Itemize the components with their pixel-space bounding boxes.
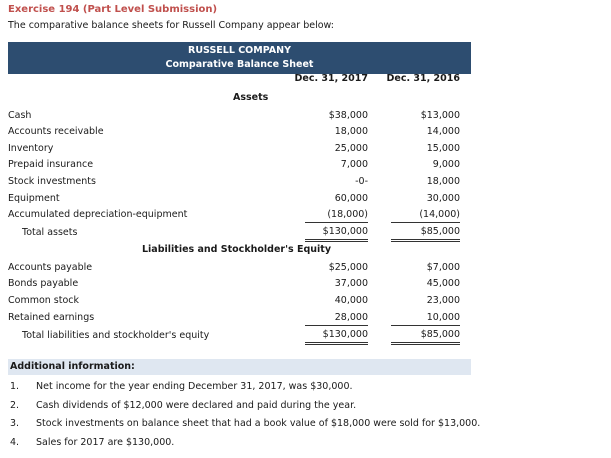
table-cell: 28,000 <box>334 312 368 323</box>
exercise-title: Exercise 194 (Part Level Submission) <box>8 4 218 15</box>
table-row-label: Bonds payable <box>8 278 79 289</box>
balance-sheet-header <box>8 42 471 74</box>
table-cell: 7,000 <box>340 159 368 170</box>
table-cell: 30,000 <box>426 193 460 204</box>
table-cell: 9,000 <box>432 159 460 170</box>
list-item: Cash dividends of $12,000 were declared and paid during the year. <box>36 400 357 411</box>
list-item-number: 2. <box>10 400 20 411</box>
assets-section-title: Assets <box>233 92 269 103</box>
total-assets-2016: $85,000 <box>420 226 460 237</box>
table-cell: 40,000 <box>334 295 368 306</box>
table-cell: 10,000 <box>426 312 460 323</box>
table-cell: 25,000 <box>334 143 368 154</box>
list-item-number: 1. <box>10 381 20 392</box>
subtotal-line <box>391 325 460 326</box>
column-header-2017: Dec. 31, 2017 <box>294 73 368 84</box>
table-cell: -0- <box>355 176 368 187</box>
total-double-line <box>305 239 368 242</box>
table-cell: 15,000 <box>426 143 460 154</box>
total-liabilities-2016: $85,000 <box>420 329 460 340</box>
total-double-line <box>305 342 368 345</box>
subtotal-line <box>305 325 368 326</box>
total-double-line <box>391 342 460 345</box>
table-row-label: Inventory <box>8 143 54 154</box>
additional-info-title: Additional information: <box>10 361 135 372</box>
table-cell: 18,000 <box>334 126 368 137</box>
table-row-label: Equipment <box>8 193 60 204</box>
statement-name: Comparative Balance Sheet <box>165 59 314 70</box>
table-row-label: Accounts payable <box>8 262 93 273</box>
table-row-label: Accumulated depreciation-equipment <box>8 209 188 220</box>
table-row-label: Prepaid insurance <box>8 159 94 170</box>
list-item: Stock investments on balance sheet that had a book value of $18,000 were sold for $13,000. <box>36 418 481 429</box>
table-cell: $25,000 <box>328 262 368 273</box>
intro-text: The comparative balance sheets for Russell Company appear below: <box>8 20 334 31</box>
list-item: Net income for the year ending December 31, 2017, was $30,000. <box>36 381 353 392</box>
total-liabilities-label: Total liabilities and stockholder's equity <box>22 330 210 341</box>
table-cell: 23,000 <box>426 295 460 306</box>
table-cell: 60,000 <box>334 193 368 204</box>
liabilities-section-title: Liabilities and Stockholder's Equity <box>142 244 332 255</box>
table-row-label: Retained earnings <box>8 312 95 323</box>
table-cell: 37,000 <box>334 278 368 289</box>
total-double-line <box>391 239 460 242</box>
table-cell: 18,000 <box>426 176 460 187</box>
table-cell: 14,000 <box>426 126 460 137</box>
list-item-number: 4. <box>10 437 20 448</box>
subtotal-line <box>391 222 460 223</box>
table-row-label: Accounts receivable <box>8 126 104 137</box>
total-liabilities-2017: $130,000 <box>322 329 368 340</box>
list-item-number: 3. <box>10 418 20 429</box>
table-cell: $13,000 <box>420 110 460 121</box>
subtotal-line <box>305 222 368 223</box>
column-header-2016: Dec. 31, 2016 <box>386 73 460 84</box>
table-cell: (18,000) <box>327 209 368 220</box>
list-item: Sales for 2017 are $130,000. <box>36 437 175 448</box>
table-cell: (14,000) <box>419 209 460 220</box>
table-row-label: Cash <box>8 110 32 121</box>
table-cell: 45,000 <box>426 278 460 289</box>
table-cell: $38,000 <box>328 110 368 121</box>
company-name: RUSSELL COMPANY <box>188 45 291 56</box>
total-assets-label: Total assets <box>22 227 78 238</box>
total-assets-2017: $130,000 <box>322 226 368 237</box>
table-row-label: Common stock <box>8 295 80 306</box>
table-cell: $7,000 <box>426 262 460 273</box>
table-row-label: Stock investments <box>8 176 96 187</box>
